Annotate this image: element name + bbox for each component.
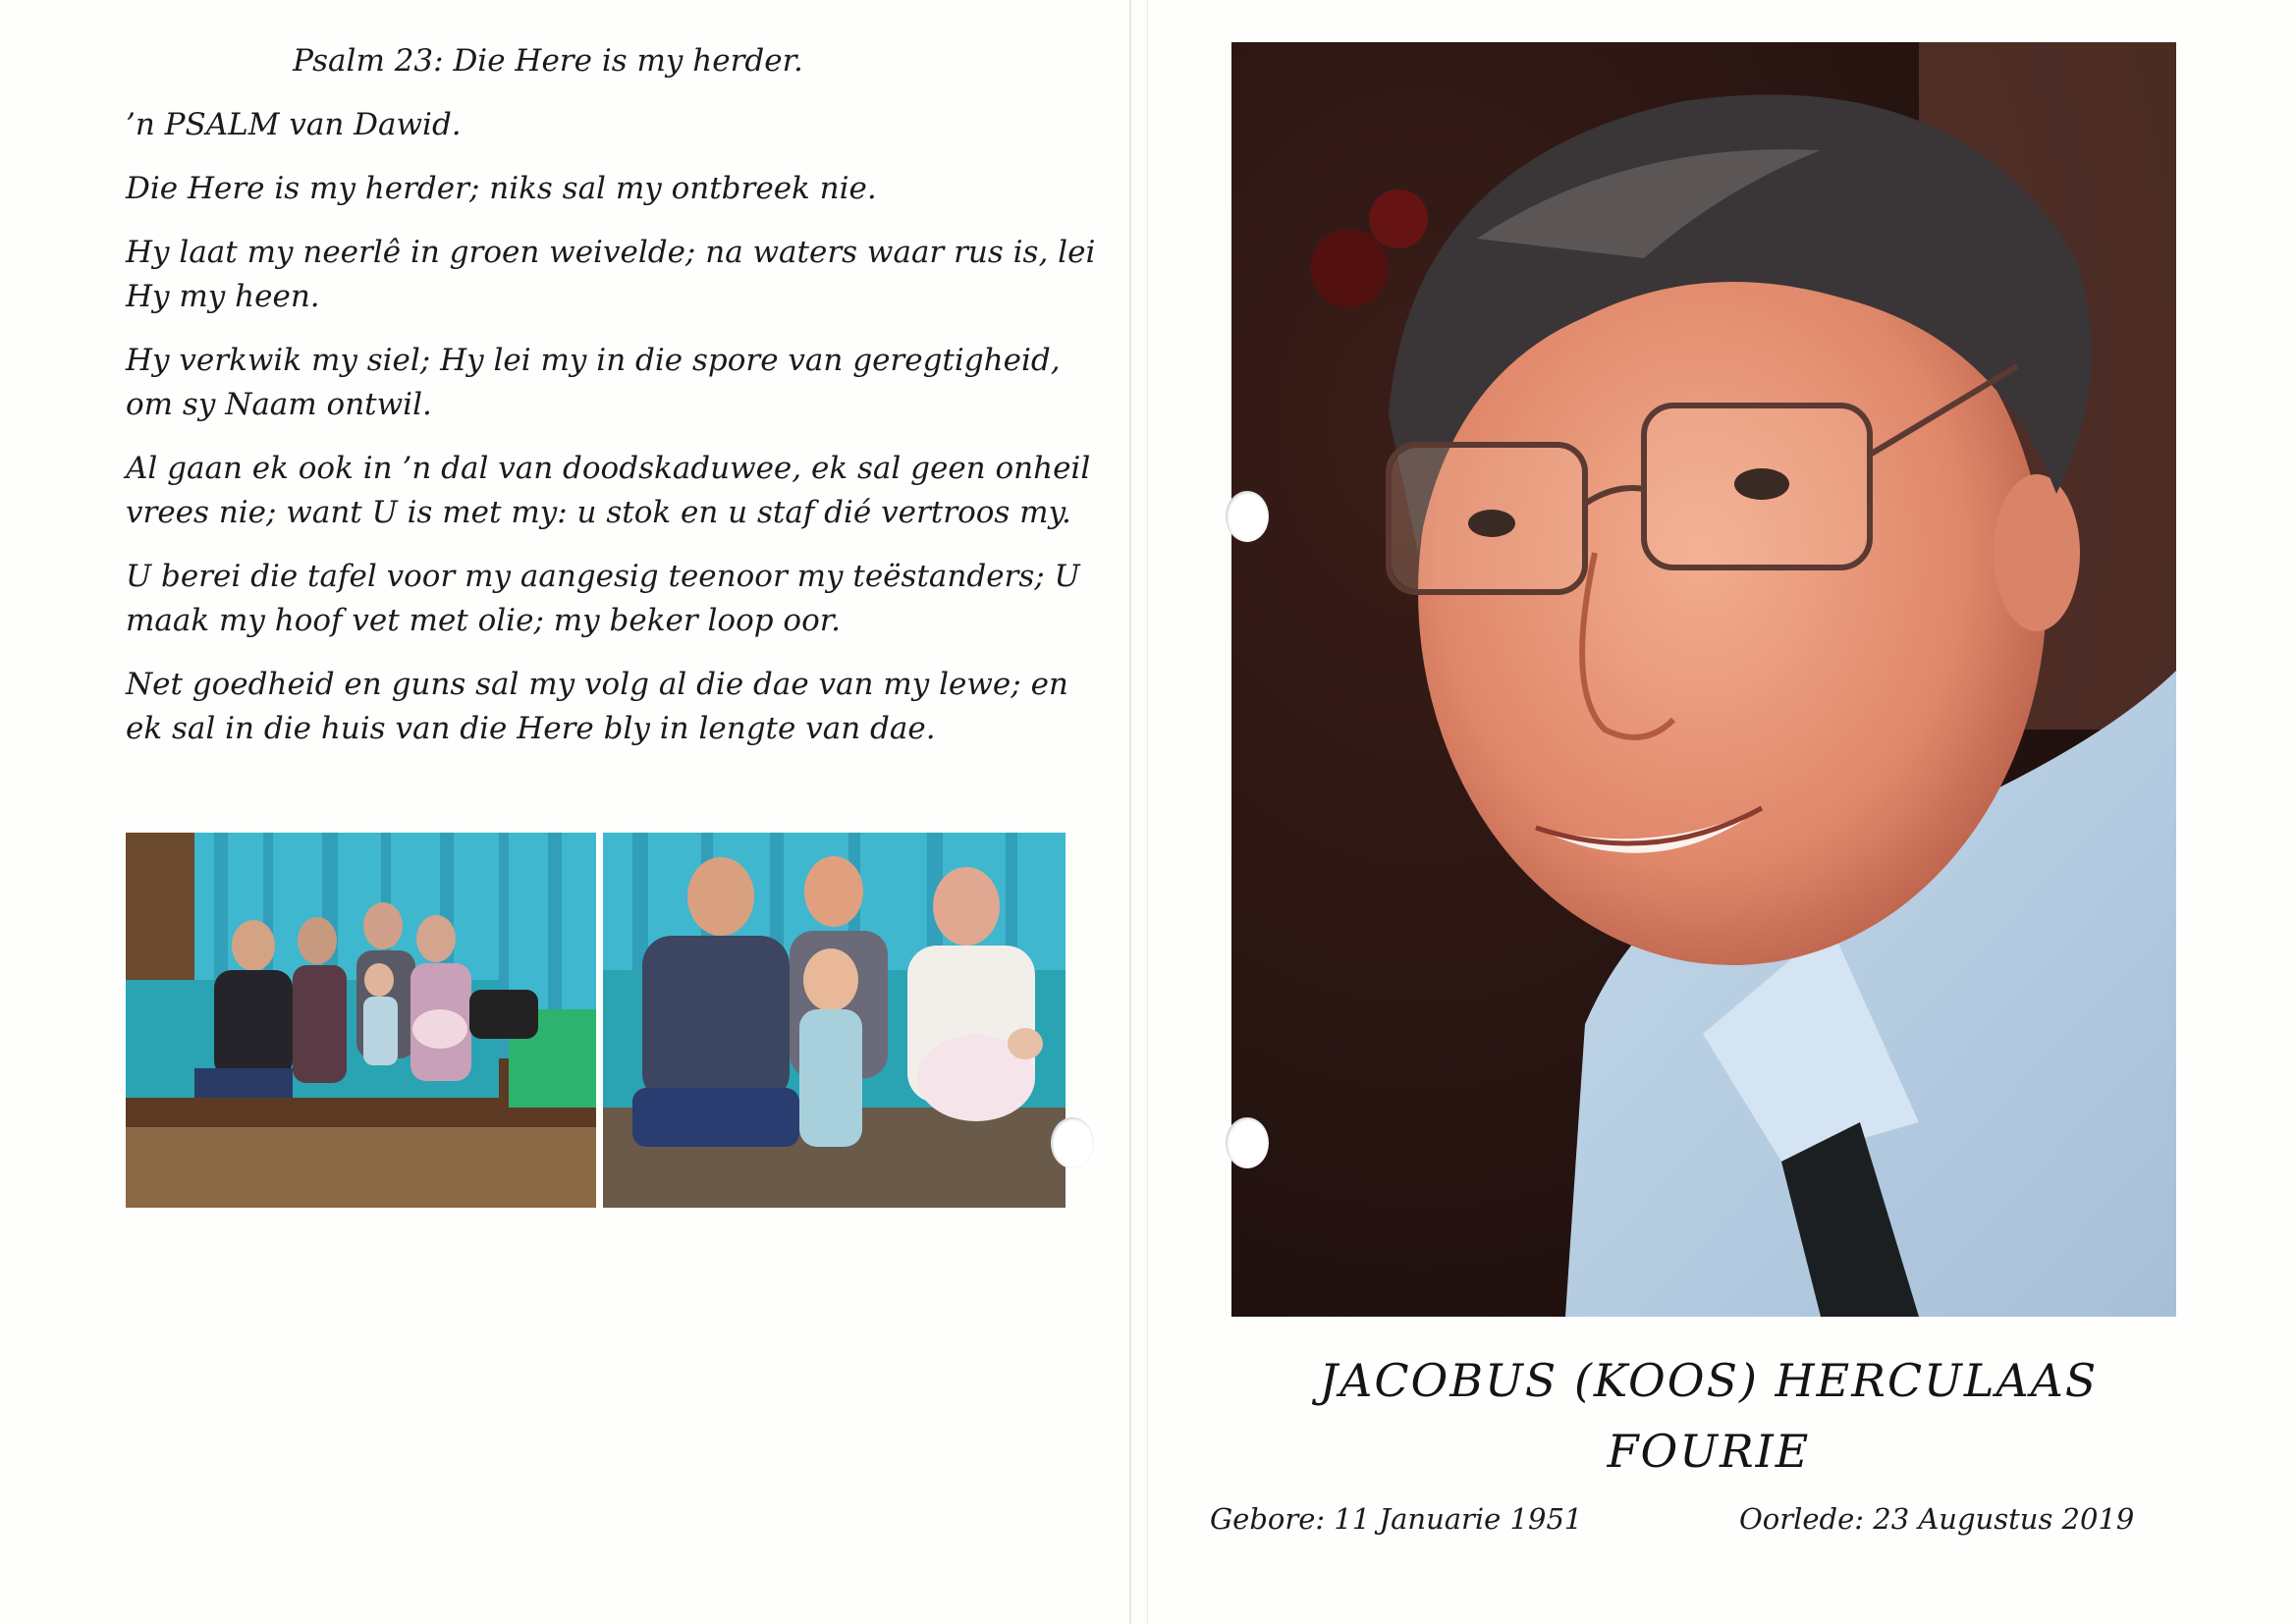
psalm-verse: U berei die tafel voor my aangesig teenoor my teëstanders; U maak my hoof vet met olie; my beker loop oor. xyxy=(126,559,1080,638)
deceased-name-line: FOURIE xyxy=(1607,1425,1811,1478)
birth-date: Gebore: 11 Januarie 1951 xyxy=(1210,1502,1583,1536)
psalm-text xyxy=(126,39,1098,771)
family-photo-1 xyxy=(126,833,596,1208)
death-date: Oorlede: 23 Augustus 2019 xyxy=(1739,1502,2135,1536)
psalm-verse: Net goedheid en guns sal my volg al die dae van my lewe; en ek sal in die huis van die Here bly in lengte van dae. xyxy=(126,667,1068,746)
psalm-verse: Die Here is my herder; niks sal my ontbreek nie. xyxy=(126,171,877,206)
punch-hole xyxy=(1226,491,1269,542)
portrait-photo xyxy=(1231,42,2176,1317)
psalm-verse: Al gaan ek ook in ’n dal van doodskaduwee, ek sal geen onheil vrees nie; want U is met my: u stok en u staf dié vertroos my. xyxy=(126,451,1091,530)
fold-line xyxy=(1129,0,1131,1624)
psalm-title: Psalm 23: Die Here is my herder. xyxy=(293,43,803,79)
psalm-verse: Hy laat my neerlê in groen weivelde; na waters waar rus is, lei Hy my heen. xyxy=(126,235,1096,314)
psalm-verse: Hy verkwik my siel; Hy lei my in die spore van geregtigheid, om sy Naam ontwil. xyxy=(126,343,1061,422)
deceased-name-line: JACOBUS (KOOS) HERCULAAS xyxy=(1319,1354,2099,1407)
psalm-verse: ’n PSALM van Dawid. xyxy=(126,107,462,142)
fold-line xyxy=(1147,0,1148,1624)
deceased-name xyxy=(1159,1345,2259,1487)
punch-hole xyxy=(1051,1117,1094,1168)
punch-hole xyxy=(1226,1117,1269,1168)
family-photo-2 xyxy=(603,833,1066,1208)
